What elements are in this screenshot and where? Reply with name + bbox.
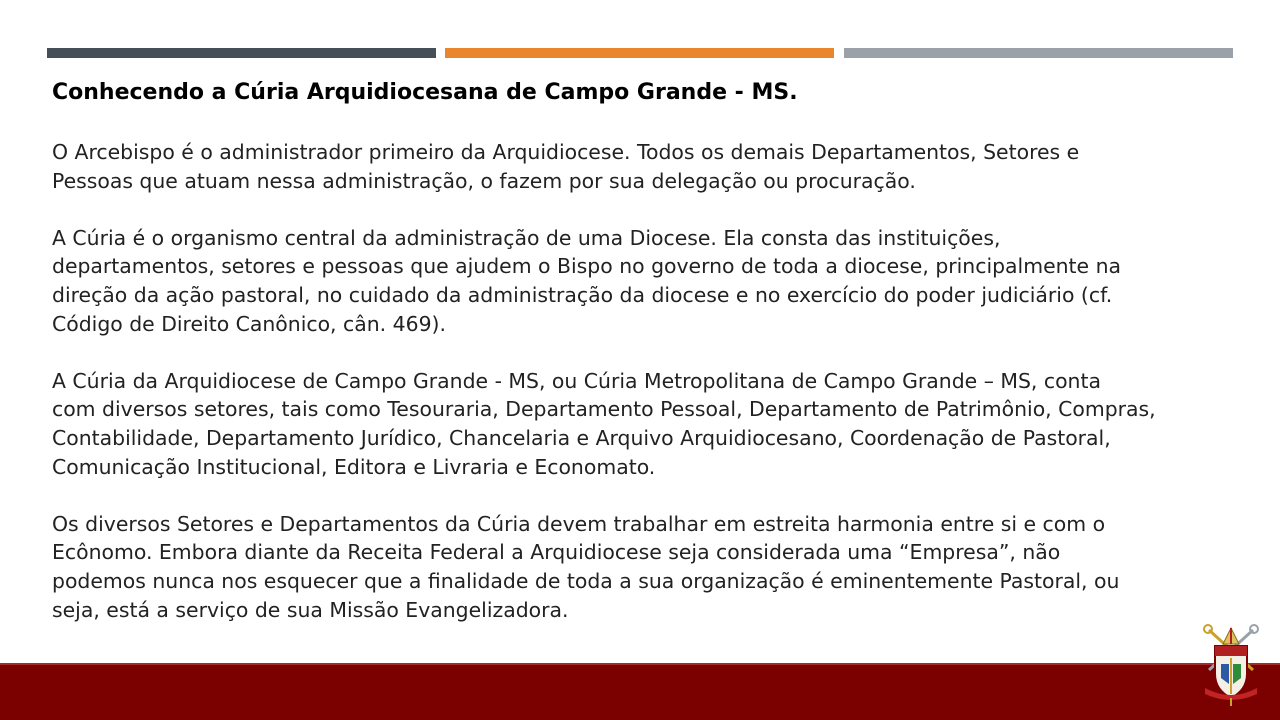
header-bar-orange bbox=[445, 48, 834, 58]
paragraph-line: com diversos setores, tais como Tesouraria, Departamento Pessoal, Departamento de Patrimônio, Compras, bbox=[52, 397, 1156, 422]
paragraph-line: Pessoas que atuam nessa administração, o fazem por sua delegação ou procuração. bbox=[52, 168, 916, 193]
paragraph-line: seja, está a serviço de sua Missão Evangelizadora. bbox=[52, 597, 569, 622]
paragraph-line: A Cúria é o organismo central da administração de uma Diocese. Ela consta das instituições, bbox=[52, 225, 1001, 250]
slide-body bbox=[52, 138, 1247, 653]
paragraph-line: departamentos, setores e pessoas que ajudem o Bispo no governo de toda a diocese, principalmente na bbox=[52, 254, 1121, 279]
paragraph-line: Ecônomo. Embora diante da Receita Federal a Arquidiocese seja considerada uma “Empresa”, não bbox=[52, 540, 1061, 565]
footer-band bbox=[0, 665, 1280, 720]
header-bar-gray bbox=[844, 48, 1233, 58]
paragraph-line: O Arcebispo é o administrador primeiro da Arquidiocese. Todos os demais Departamentos, Setores e bbox=[52, 140, 1080, 164]
paragraph-1 bbox=[52, 138, 1247, 195]
paragraph-line: direção da ação pastoral, no cuidado da administração da diocese e no exercício do poder judiciário (cf. bbox=[52, 282, 1113, 307]
archdiocese-coat-of-arms-icon bbox=[1199, 624, 1263, 706]
paragraph-line: Os diversos Setores e Departamentos da Cúria devem trabalhar em estreita harmonia entre si e com o bbox=[52, 511, 1106, 536]
paragraph-3 bbox=[52, 367, 1247, 481]
paragraph-line: A Cúria da Arquidiocese de Campo Grande - MS, ou Cúria Metropolitana de Campo Grande – MS, conta bbox=[52, 368, 1101, 393]
paragraph-line: Código de Direito Canônico, cân. 469). bbox=[52, 311, 446, 336]
header-bar-dark bbox=[47, 48, 436, 58]
paragraph-4 bbox=[52, 510, 1247, 624]
paragraph-line: Comunicação Institucional, Editora e Livraria e Economato. bbox=[52, 454, 656, 479]
paragraph-line: podemos nunca nos esquecer que a finalidade de toda a sua organização é eminentemente Pastoral, ou bbox=[52, 568, 1120, 593]
paragraph-line: Contabilidade, Departamento Jurídico, Chancelaria e Arquivo Arquidiocesano, Coordenação de Pastoral, bbox=[52, 425, 1111, 450]
slide-title: Conhecendo a Cúria Arquidiocesana de Campo Grande - MS. bbox=[52, 80, 798, 105]
paragraph-2 bbox=[52, 224, 1247, 338]
